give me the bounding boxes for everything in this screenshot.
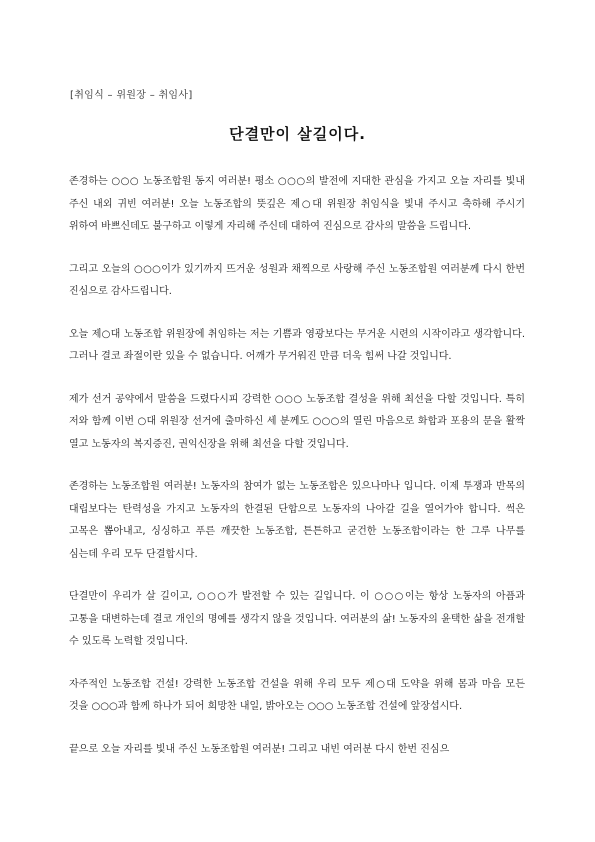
paragraph-resolve: 오늘 제○대 노동조합 위원장에 취임하는 저는 기쁨과 영광보다는 무거운 시련의 시작이라고 생각합니다. 그러나 결코 좌절이란 있을 수 없습니다. 어깨가 무거워진 만큼 더욱 힘써 나갈 것입니다. [69,328,525,362]
document-title: 단결만이 살길이다. [229,125,366,143]
paragraph-participation: 존경하는 노동조합원 여러분! 노동자의 참여가 없는 노동조합은 있으나마나 입니다. 이제 투쟁과 반목의 대립보다는 탄력성을 가지고 노동자의 한결된 단합으로 노동자의 나아갈 길을 열어가야 합니다. 썩은 고목은 뽑아내고, 싱싱하고 푸른 깨끗한 노동조합, 튼튼하고 굳건한 노동조합이라는 한 그루 나무를 심는데 우리 모두 단결합시다. [69,481,525,560]
paragraph-pledge: 제가 선거 공약에서 말씀을 드렸다시피 강력한 ○○○ 노동조합 결성을 위해 최선을 다할 것입니다. 특히 저와 함께 이번 ○대 위원장 선거에 출마하신 세 분께도 ○○○의 열린 마음으로 화합과 포용의 문을 활짝 열고 노동자의 복지증진, 권익신장을 위해 최선을 다할 것입니다. [69,393,525,450]
paragraph-closing: 끝으로 오늘 자리를 빛내 주신 노동조합원 여러분! 그리고 내빈 여러분 다시 한번 진심으 [69,743,450,755]
paragraph-greeting: 존경하는 ○○○ 노동조합원 동지 여러분! 평소 ○○○의 발전에 지대한 관심을 가지고 오늘 자리를 빛내 주신 내외 귀빈 여러분! 오늘 노동조합의 뜻깊은 제○대 위원장 취임식을 빛내 주시고 축하해 주시기 위하여 바쁘신데도 불구하고 이렇게 자리해 주신데 대하여 진심으로 감사의 말씀을 드립니다. [69,176,525,232]
document-body [69,171,525,781]
paragraph-thanks: 그리고 오늘의 ○○○이가 있기까지 뜨거운 성원과 채찍으로 사랑해 주신 노동조합원 여러분께 다시 한번 진심으로 감사드립니다. [69,263,525,297]
paragraph-construction: 자주적인 노동조합 건설! 강력한 노동조합 건설을 위해 우리 모두 제○대 도약을 위해 몸과 마음 모든 것을 ○○○과 함께 하나가 되어 희망찬 내일, 밝아오는 ○○○ 노동조합 건설에 앞장섭시다. [69,678,525,712]
paragraph-unity: 단결만이 우리가 살 길이고, ○○○가 발전할 수 있는 길입니다. 이 ○○○이는 항상 노동자의 아픔과 고통을 대변하는데 결코 개인의 명예를 생각지 않을 것입니다. 여러분의 삶! 노동자의 윤택한 삶을 전개할 수 있도록 노력할 것입니다. [69,591,525,647]
document-category: [취임식 – 위원장 – 취임사] [70,90,193,101]
